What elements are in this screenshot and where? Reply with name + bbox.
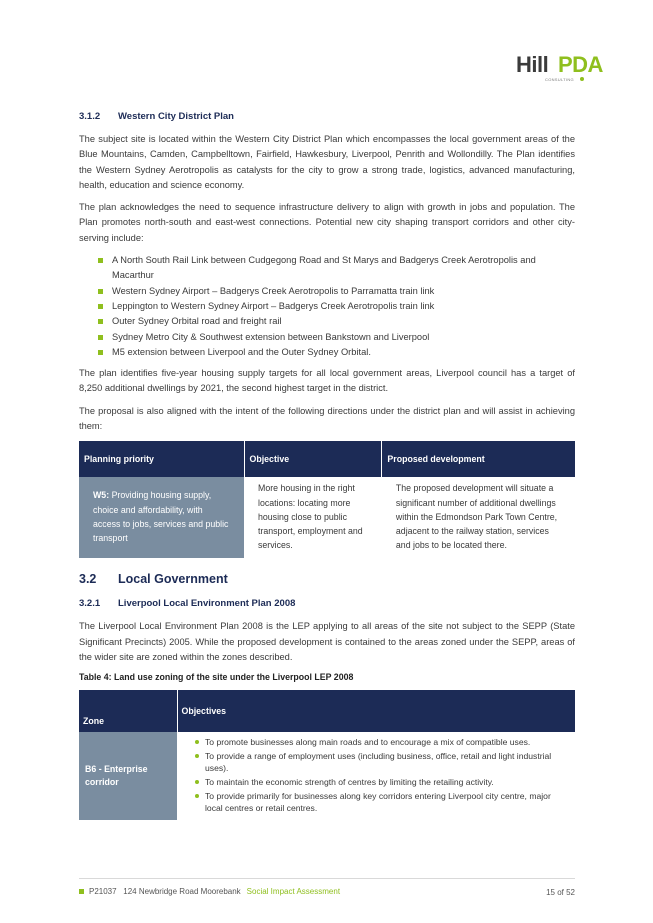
cell-objectives (177, 732, 575, 820)
logo-hill-text: Hill (516, 52, 549, 77)
header-planning-priority: Planning priority (79, 441, 244, 477)
heading-number: 3.2 (79, 572, 97, 587)
header-objectives: Objectives (177, 690, 575, 732)
page-content (79, 111, 575, 820)
heading-title: Local Government (118, 572, 228, 587)
bullet-dot-icon (195, 780, 199, 784)
heading-3-1-2 (79, 111, 575, 122)
list-item: To maintain the economic strength of centres by limiting the retailing activity. (197, 776, 569, 788)
header-proposed-development: Proposed development (382, 441, 575, 477)
footer-project-code: P21037 (89, 887, 117, 896)
heading-title: Western City District Plan (118, 111, 234, 122)
header-zone: Zone (79, 690, 177, 732)
list-item: To provide a range of employment uses (including business, office, retail and light industrial uses). (197, 750, 569, 774)
hillpda-logo (516, 52, 608, 82)
paragraph-3: The plan identifies five-year housing supply targets for all local government areas, Liverpool council has a target of 8,250 additional dwellings by 2021, the second highest target in the district. (79, 368, 575, 394)
table-header-row (79, 690, 575, 732)
footer-square-icon (79, 889, 84, 894)
corridor-list (79, 253, 575, 360)
list-item: To promote businesses along main roads and to encourage a mix of compatible uses. (197, 736, 569, 748)
list-item: To provide primarily for businesses along key corridors entering Liverpool city centre, major local centres or retail centres. (197, 790, 569, 814)
footer-address: 124 Newbridge Road Moorebank (123, 887, 241, 896)
bullet-dot-icon (195, 740, 199, 744)
cell-proposed-development: The proposed development will situate a significant number of additional dwellings within the Edmondson Park Town Centre, adjacent to the railway station, services and jobs to be located there. (395, 483, 558, 551)
paragraph-4: The proposal is also aligned with the intent of the following directions under the district plan and will assist in achieving them: (79, 405, 575, 432)
list-item: Leppington to Western Sydney Airport – Badgerys Creek Aerotropolis train link (98, 299, 575, 314)
logo-dot-icon (580, 77, 584, 81)
table-header-row (79, 441, 575, 477)
page-number: 15 of 52 (546, 888, 575, 897)
bullet-dot-icon (195, 794, 199, 798)
list-item: Outer Sydney Orbital road and freight rail (98, 314, 575, 329)
heading-number: 3.2.1 (79, 598, 101, 610)
heading-number: 3.1.2 (79, 111, 101, 122)
paragraph-5: The Liverpool Local Environment Plan 2008 is the LEP applying to all areas of the site not subject to the SEPP (State Significant Precincts) 2005. While the proposed development is contained to the areas zoned under the SEPP, areas of the wider site are zoned within the zones described. (79, 621, 575, 662)
logo-subtitle: CONSULTING (545, 77, 574, 82)
cell-planning-priority: W5: Providing housing supply, choice and affordability, with access to jobs, services and public transport (79, 477, 244, 558)
heading-3-2 (79, 572, 575, 586)
paragraph-2: The plan acknowledges the need to sequence infrastructure delivery to align with growth in jobs and population. The Plan promotes north-south and east-west connections. Potential new city shaping transport corridors and other city-serving include: (79, 202, 575, 243)
objectives-list (197, 736, 569, 814)
table-row (79, 477, 575, 558)
table-row (79, 732, 575, 820)
table-caption: Table 4: Land use zoning of the site under the Liverpool LEP 2008 (79, 672, 354, 683)
logo-pda-text: PDA (558, 52, 603, 77)
list-item: Sydney Metro City & Southwest extension between Bankstown and Liverpool (98, 330, 575, 345)
cell-zone: B6 - Enterprise corridor (79, 732, 177, 820)
bullet-square-icon (98, 319, 103, 324)
paragraph-1: The subject site is located within the Western City District Plan which encompasses the local government areas of the Blue Mountains, Camden, Campbelltown, Fairfield, Hawkesbury, Liverpool, Penrith and Wollondilly. The Plan identifies the Western Sydney Aerotropolis as catalysts for the city to grow a strong trade, logistics, advanced manufacturing, health, education and science economy. (79, 134, 575, 190)
district-plan-table (79, 441, 575, 558)
bullet-square-icon (98, 289, 103, 294)
bullet-square-icon (98, 304, 103, 309)
bullet-dot-icon (195, 754, 199, 758)
cell-objective: More housing in the right locations: locating more housing close to public transport, employment and services. (258, 483, 363, 551)
list-item: M5 extension between Liverpool and the Outer Sydney Orbital. (98, 345, 575, 360)
bullet-square-icon (98, 335, 103, 340)
bullet-square-icon (98, 350, 103, 355)
footer-document-title: Social Impact Assessment (246, 887, 341, 896)
list-item: A North South Rail Link between Cudgegong Road and St Marys and Badgerys Creek Aerotropolis and Macarthur (98, 253, 575, 284)
page-footer (79, 878, 575, 896)
list-item: Western Sydney Airport – Badgerys Creek Aerotropolis to Parramatta train link (98, 284, 575, 299)
zoning-table (79, 690, 575, 820)
heading-3-2-1 (79, 598, 575, 609)
header-objective: Objective (244, 441, 382, 477)
heading-title: Liverpool Local Environment Plan 2008 (118, 598, 296, 610)
bullet-square-icon (98, 258, 103, 263)
